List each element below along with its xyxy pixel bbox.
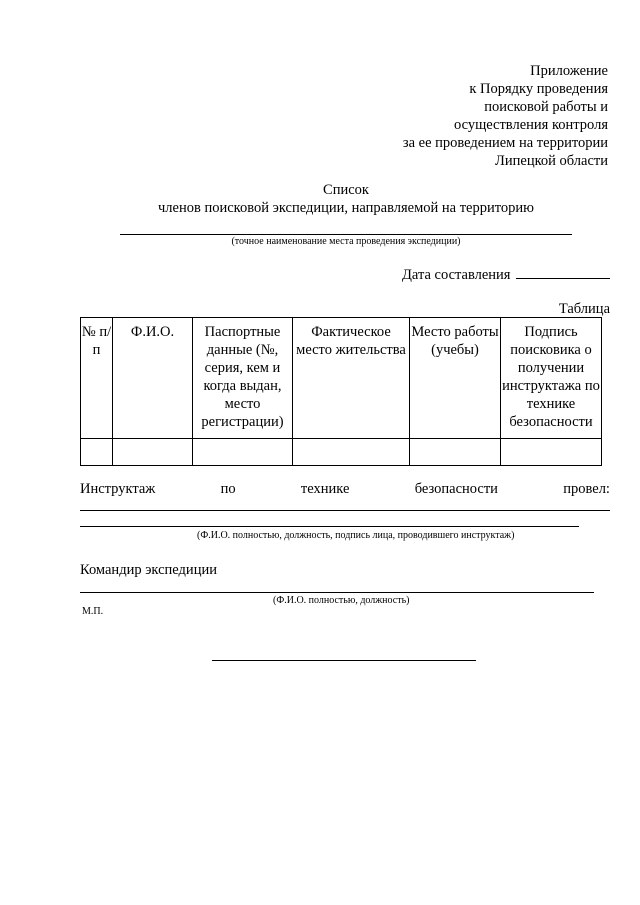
- members-table: [80, 317, 602, 466]
- commander-label: Командир экспедиции: [80, 562, 217, 578]
- briefing-line: [80, 480, 610, 498]
- place-caption: (точное наименование места проведения экспедиции): [231, 236, 461, 247]
- table-cell: [113, 439, 193, 466]
- table-cell: [193, 439, 293, 466]
- commander-caption: (Ф.И.О. полностью, должность): [273, 595, 410, 606]
- commander-blank-line: [80, 592, 594, 593]
- table-cell: [410, 439, 501, 466]
- appendix-line: Приложение: [530, 63, 608, 79]
- header-signature: Подпись поисковика о получении инструктажа по технике безопасности: [501, 318, 602, 439]
- table-cell: [293, 439, 410, 466]
- table-row: [81, 439, 602, 466]
- briefing-blank-line: [80, 526, 579, 527]
- briefing-word: по: [220, 481, 236, 497]
- table-caption: Таблица: [558, 301, 610, 317]
- appendix-line: Липецкой области: [495, 153, 608, 169]
- briefing-word: безопасности: [414, 481, 498, 497]
- date-label: Дата составления: [402, 267, 511, 283]
- appendix-line: за ее проведением на территории: [402, 135, 608, 151]
- document-title: [120, 181, 572, 217]
- stamp-label: М.П.: [82, 606, 104, 617]
- briefing-word: технике: [300, 481, 350, 497]
- title-line-1: Список: [323, 182, 369, 198]
- title-line-2: членов поисковой экспедиции, направляемой на территорию: [158, 200, 534, 216]
- table-header-row: [81, 318, 602, 439]
- table-cell: [81, 439, 113, 466]
- header-passport: Паспортные данные (№, серия, кем и когда выдан, место регистрации): [193, 318, 293, 439]
- header-name: Ф.И.О.: [113, 318, 193, 439]
- briefing-blank-line: [80, 510, 610, 511]
- table-cell: [501, 439, 602, 466]
- header-residence: Фактическое место жительства: [293, 318, 410, 439]
- briefing-caption: (Ф.И.О. полностью, должность, подпись лица, проводившего инструктаж): [197, 530, 515, 541]
- signature-blank-line: [212, 660, 476, 661]
- briefing-word: Инструктаж: [80, 481, 156, 497]
- date-row: [402, 264, 610, 284]
- appendix-line: поисковой работы и: [484, 99, 608, 115]
- appendix-line: к Порядку проведения: [469, 81, 608, 97]
- appendix-line: осуществления контроля: [453, 117, 608, 133]
- header-number: № п/п: [81, 318, 113, 439]
- header-workplace: Место работы (учебы): [410, 318, 501, 439]
- appendix-header: [403, 62, 608, 170]
- date-blank-line: [516, 264, 610, 279]
- place-blank-line: [120, 234, 572, 235]
- briefing-word: провел:: [563, 481, 610, 497]
